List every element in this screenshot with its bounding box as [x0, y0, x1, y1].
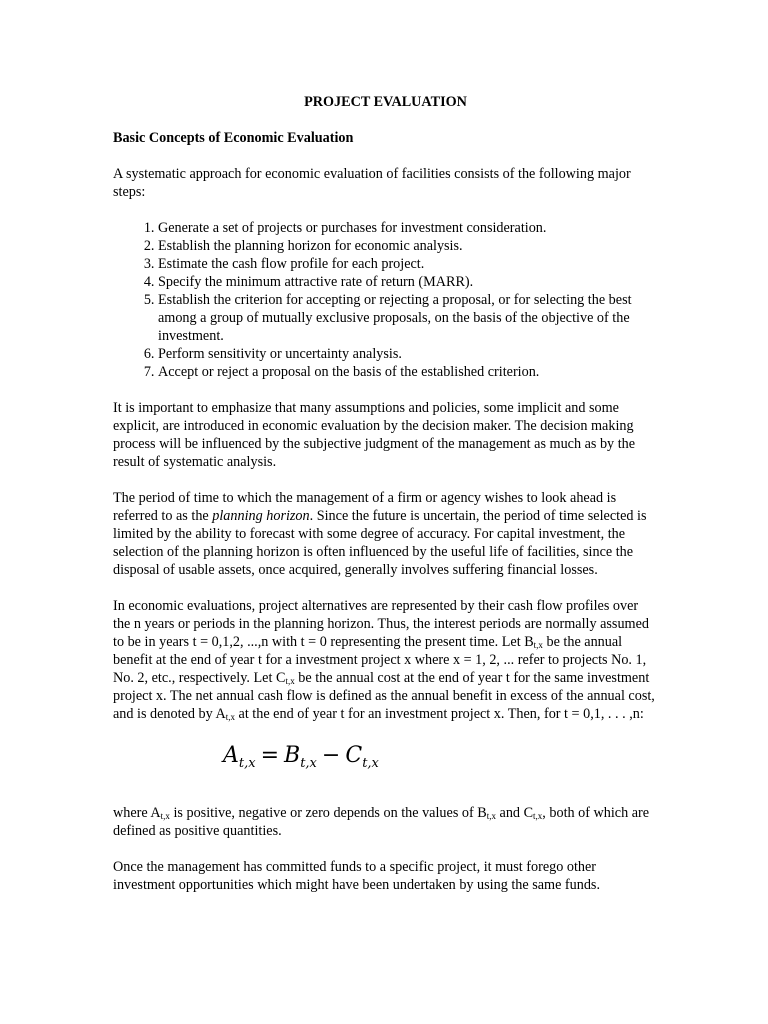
cash-flow-paragraph: [113, 597, 658, 723]
commitment-paragraph: Once the management has committed funds to a specific project, it must forego other investment opportunities which might have been undertaken by using the same funds.: [113, 859, 601, 893]
equation-subscript: t,x: [238, 756, 256, 771]
horizon-term: planning horizon: [212, 508, 310, 524]
subscript: t,x: [225, 712, 235, 722]
document-page: [113, 93, 658, 912]
net-cash-flow-equation: [223, 741, 658, 771]
equals-sign: =: [260, 743, 280, 768]
section-heading: Basic Concepts of Economic Evaluation: [113, 130, 354, 146]
subscript: t,x: [486, 811, 496, 821]
cash-text-4: at the end of year t for an investment project x. Then, for t = 0,1, . . . ,n:: [234, 706, 644, 722]
equation-rhs-benefit: B: [284, 743, 301, 768]
equation-lhs: A: [223, 743, 239, 768]
list-item: 4. Specify the minimum attractive rate of return (MARR).: [158, 273, 658, 291]
equation-subscript: t,x: [300, 756, 317, 771]
list-item: 6. Perform sensitivity or uncertainty analysis.: [158, 345, 658, 363]
where-text-4: , both of which are defined as positive quantities.: [113, 805, 650, 839]
list-item: 7. Accept or reject a proposal on the basis of the established criterion.: [158, 363, 658, 381]
planning-horizon-paragraph: [113, 489, 658, 579]
where-text-2: is positive, negative or zero depends on the values of B: [169, 805, 487, 821]
list-item: 3. Estimate the cash flow profile for each project.: [158, 255, 658, 273]
equation-rhs-cost: C: [345, 743, 363, 768]
subscript: t,x: [533, 811, 543, 821]
steps-list: [113, 219, 658, 381]
intro-paragraph: A systematic approach for economic evaluation of facilities consists of the following major steps:: [113, 166, 631, 200]
subscript: t,x: [285, 676, 295, 686]
assumptions-paragraph: It is important to emphasize that many assumptions and policies, some implicit and some explicit, are introduced in economic evaluation by the decision maker. The decision making process will be influenced by the subjective judgment of the management as much as by the result of systematic analysis.: [113, 400, 636, 470]
horizon-text-b: . Since the future is uncertain, the period of time selected is limited by the ability to forecast with some degree of accuracy. For capital investment, the selection of the planning horizon is often influenced by the useful life of facilities, since the disposal of usable assets, once acquired, generally involves suffering financial losses.: [113, 508, 647, 578]
subscript: t,x: [533, 640, 543, 650]
list-item: 1. Generate a set of projects or purchases for investment consideration.: [158, 219, 658, 237]
subscript: t,x: [160, 811, 170, 821]
equation-subscript: t,x: [362, 756, 379, 771]
cash-text-3: be the annual cost at the end of year t for the same investment project x. The net annual cash flow is defined as the annual benefit in excess of the annual cost, and is denoted by A: [113, 670, 655, 722]
where-paragraph: [113, 804, 658, 840]
where-text-3: and C: [495, 805, 534, 821]
list-item: 5. Establish the criterion for accepting or rejecting a proposal, or for selecting the best among a group of mutually exclusive proposals, on the basis of the objective of the investment.: [158, 291, 658, 345]
document-title: PROJECT EVALUATION: [304, 94, 467, 110]
cash-text-2: be the annual benefit at the end of year t for a investment project x where x = 1, 2, ... refer to projects No. 1, No. 2, etc., respectively. Let C: [113, 634, 647, 686]
cash-text-1: In economic evaluations, project alternatives are represented by their cash flow profiles over the n years or periods in the planning horizon. Thus, the interest periods are normally assumed to be in years t = 0,1,2, ...,n with t = 0 representing the present time. Let B: [113, 598, 649, 650]
minus-sign: −: [321, 743, 341, 768]
list-item: 2. Establish the planning horizon for economic analysis.: [158, 237, 658, 255]
where-text-1: where A: [113, 805, 161, 821]
horizon-text-a: The period of time to which the management of a firm or agency wishes to look ahead is referred to as the: [113, 490, 617, 524]
